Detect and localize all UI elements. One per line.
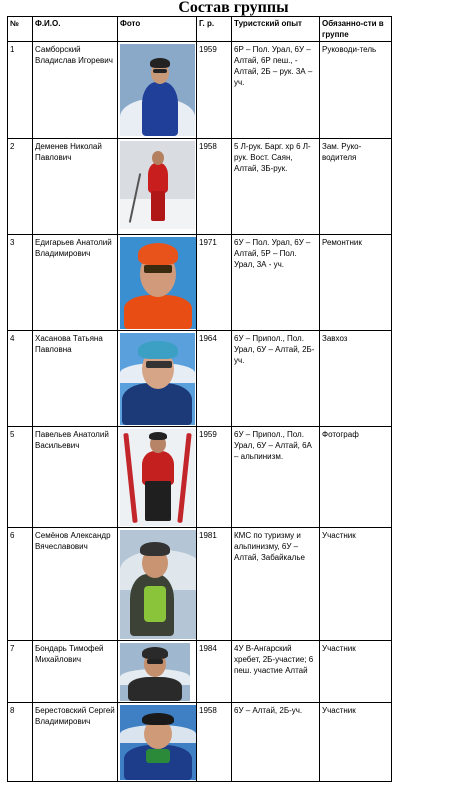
col-header-name: Ф.И.О. [33, 17, 118, 42]
member-number: 1 [8, 42, 33, 139]
member-number: 3 [8, 235, 33, 331]
col-header-year: Г. р. [197, 17, 232, 42]
col-header-role: Обязанно-сти в группе [320, 17, 392, 42]
member-birth-year: 1959 [197, 427, 232, 528]
member-birth-year: 1984 [197, 641, 232, 703]
member-name: Бондарь Тимофей Михайлович [33, 641, 118, 703]
member-number: 4 [8, 331, 33, 427]
roster-table [7, 16, 392, 782]
table-header-row [8, 17, 392, 42]
member-role: Фотограф [320, 427, 392, 528]
member-photo [120, 530, 197, 639]
member-role: Завхоз [320, 331, 392, 427]
table-row [8, 42, 392, 139]
member-experience: 6У – Припол., Пол. Урал, 6У – Алтай, 2Б-уч. [232, 331, 320, 427]
member-number: 5 [8, 427, 33, 528]
member-role: Участник [320, 528, 392, 641]
member-birth-year: 1971 [197, 235, 232, 331]
table-row [8, 641, 392, 703]
member-photo [120, 333, 195, 425]
member-birth-year: 1958 [197, 139, 232, 235]
page-title: Состав группы [178, 0, 289, 16]
member-photo [120, 44, 195, 136]
member-role: Участник [320, 703, 392, 782]
member-role: Ремонтник [320, 235, 392, 331]
member-experience: КМС по туризму и альпинизму, 6У – Алтай, Забайкалье [232, 528, 320, 641]
member-name: Павельев Анатолий Васильевич [33, 427, 118, 528]
col-header-photo: Фото [118, 17, 197, 42]
table-row [8, 703, 392, 782]
member-experience: 6Р – Пол. Урал, 6У – Алтай, 6Р пеш., - Алтай, 2Б – рук. 3А – уч. [232, 42, 320, 139]
member-birth-year: 1958 [197, 703, 232, 782]
member-experience: 4У В-Ангарский хребет, 2Б-участие; 6 пеш. участие Алтай [232, 641, 320, 703]
member-photo [120, 141, 195, 229]
member-number: 6 [8, 528, 33, 641]
table-row [8, 331, 392, 427]
member-role: Участник [320, 641, 392, 703]
table-row [8, 139, 392, 235]
member-number: 7 [8, 641, 33, 703]
member-birth-year: 1981 [197, 528, 232, 641]
table-row [8, 528, 392, 641]
member-name: Берестовский Сергей Владимирович [33, 703, 118, 782]
col-header-num: № [8, 17, 33, 42]
col-header-experience: Туристский опыт [232, 17, 320, 42]
member-photo [120, 643, 190, 701]
member-photo [120, 237, 196, 329]
member-name: Деменев Николай Павлович [33, 139, 118, 235]
member-name: Хасанова Татьяна Павловна [33, 331, 118, 427]
member-experience: 5 Л-рук. Барг. хр 6 Л-рук. Вост. Саян, Алтай, 3Б-рук. [232, 139, 320, 235]
member-birth-year: 1959 [197, 42, 232, 139]
member-role: Зам. Руко-водителя [320, 139, 392, 235]
table-row [8, 427, 392, 528]
member-experience: 6У – Алтай, 2Б-уч. [232, 703, 320, 782]
member-experience: 6У – Припол., Пол. Урал, 6У – Алтай, 6А – альпинизм. [232, 427, 320, 528]
table-row [8, 235, 392, 331]
member-name: Едигарьев Анатолий Владимирович [33, 235, 118, 331]
member-photo [120, 429, 195, 526]
member-number: 8 [8, 703, 33, 782]
member-name: Семёнов Александр Вячеславович [33, 528, 118, 641]
member-birth-year: 1964 [197, 331, 232, 427]
member-photo [120, 705, 196, 780]
member-number: 2 [8, 139, 33, 235]
member-role: Руководи-тель [320, 42, 392, 139]
member-experience: 6У – Пол. Урал, 6У – Алтай, 5Р – Пол. Урал, 3А - уч. [232, 235, 320, 331]
member-name: Самборский Владислав Игоревич [33, 42, 118, 139]
